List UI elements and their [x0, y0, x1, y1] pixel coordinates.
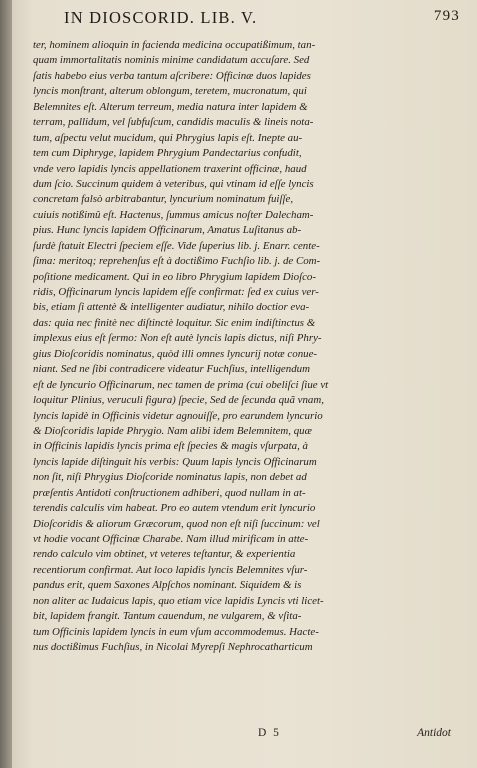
catchword: Antidot	[417, 727, 451, 739]
text-line: terendis calculis vim habeat. Pro eo autem vtendum erit lyncurio	[33, 502, 316, 515]
text-line: recentiorum confirmat. Aut loco lapidis lyncis Belemnites vſur-	[33, 563, 308, 576]
text-line: ſatis habebo eius verba tantum aſcribere: Officinæ duos lapides	[33, 69, 311, 82]
text-line: tem cum Diphryge, lapidem Phrygium Pandectarius confudit,	[33, 147, 302, 160]
page-number: 793	[433, 8, 460, 24]
signature-mark: D 5	[258, 727, 281, 739]
text-line: pius. Hunc lyncis lapidem Officinarum, Amatus Luſitanus ab-	[33, 224, 302, 237]
text-line: tum Officinis lapidem lyncis in eum vſum accommodemus. Hacte-	[33, 625, 319, 638]
page-footer	[33, 727, 453, 745]
text-line: implexus eius eſt ſermo: Non eſt autè lyncis lapis dictus, niſi Phry-	[33, 332, 322, 345]
text-line: loquitur Plinius, veruculi figura) ſpecie, Sed de ſecunda quã vnam,	[33, 394, 324, 407]
text-line: eſt de lyncurio Officinarum, nec tamen de prima (cui obeliſci ſiue vt	[33, 378, 329, 391]
text-line: præſentis Antidoti conſtructionem adhiberi, quod nullam in at-	[33, 486, 306, 499]
text-line: ter, hominem alioquin in facienda medicina occupatißimum, tan-	[33, 39, 316, 51]
text-line: terram, pallidum, vel ſubfuſcum, candidis maculis & lineis notа-	[33, 116, 314, 129]
text-line: ridis, Officinarum lyncis lapidem eſſe confirmat: ſed ex cuius ver-	[33, 286, 319, 298]
text-line: quam immortalitatis nominis minime candidatum accuſare. Sed	[33, 54, 310, 67]
text-line: in Officinis lapidis lyncis prima eſt ſpecies & magis vſurpata, à	[33, 440, 308, 453]
running-header	[64, 8, 464, 30]
text-line: lyncis lapidè in Officinis videtur agnouiſſe, pro earundem lyncurio	[33, 409, 323, 422]
text-line: niant. Sed ne ſibi contradicere videatur Fuchſius, intelligendum	[33, 363, 310, 376]
text-line: gius Dioſcoridis nominatus, quòd illi omnes lyncurij notæ conue-	[33, 347, 318, 360]
text-line: cuiuis notißimû eſt. Hactenus, ſummus amicus noſter Dalecham-	[33, 208, 314, 221]
text-line: das: quia nec finitè nec diſtinctè loquitur. Sic enim indiſtinctus &	[33, 316, 316, 329]
text-line: pandus erit, quem Saxones Alpſchos nominant. Siquidem & is	[33, 579, 302, 592]
text-line: non aliter ac Iudaicus lapis, quo etiam vice lapidis Lyncis vti licet-	[33, 594, 324, 607]
text-line: concretam falsò arbitrabantur, lyncurium nominatum fuiſſe,	[33, 193, 294, 206]
text-line: ſima: meritoq; reprehenſus eſt à doctißimo Fuchſio lib. j. de Com-	[33, 255, 321, 268]
page-gutter	[0, 0, 12, 768]
text-line: Belemnites eſt. Alterum terreum, media natura inter lapidem &	[33, 100, 308, 113]
text-line: vt hodie vocant Officinæ Charabe. Nam illud mirificam in atte-	[33, 533, 309, 545]
text-line: vnde vero lapidis lyncis appellationem traxerint officinæ, haud	[33, 162, 307, 175]
text-line: & Dioſcoridis lapide Phrygio. Nam alibi idem Belemnitem, quæ	[33, 424, 312, 437]
text-line: rendo calculo vim obtinet, vt veteres teſtantur, & experientia	[33, 548, 296, 561]
text-line: bis, etiam ſi attentè & intelligenter audiatur, nihilo doctior eva-	[33, 301, 310, 314]
text-line: dum ſcio. Succinum quidem à veteribus, qui vtinam id eſſe lyncis	[33, 177, 314, 190]
text-line: non ſit, niſi Phrygius Dioſcoride nominatus lapis, non debet ad	[33, 471, 307, 484]
text-line: nus doctißimus Fuchſius, in Nicolai Myrepſi Nephrocatharticum	[33, 641, 313, 654]
running-title: IN DIOSCORID. LIB. V.	[64, 8, 258, 27]
text-line: lyncis lapide diſtinguit his verbis: Quum lapis lyncis Officinarum	[33, 455, 317, 468]
text-line: poſitione medicament. Qui in eo libro Phrygium lapidem Dioſco-	[33, 270, 317, 283]
text-line: ſurdè ſtatuit Electri ſpeciem eſſe. Vide ſuperius lib. j. Enarr. cente-	[33, 239, 320, 252]
text-line: tum, aſpectu velut mucidum, qui Phrygius lapis eſt. Inepte au-	[33, 131, 303, 144]
text-line: bit, lapidem frangit. Tantum cauendum, ne vulgarem, & vſita-	[33, 610, 302, 623]
body-text	[33, 38, 453, 656]
text-line: Dioſcoridis & aliorum Græcorum, quod non eſt niſi ſuccinum: vel	[33, 517, 320, 530]
text-line: lyncis monſtrant, alterum oblongum, teretem, mucronatum, qui	[33, 85, 307, 98]
